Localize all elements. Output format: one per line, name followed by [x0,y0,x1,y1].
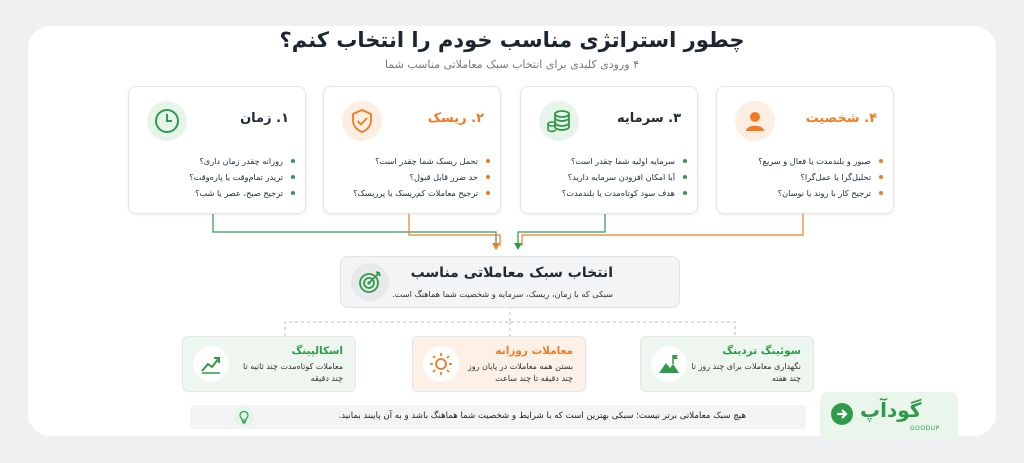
list-item: ترجیح صبح، عصر یا شب؟ [137,185,295,201]
sun-icon [423,346,459,382]
style-description: نگهداری معاملات برای چند روز تا چند هفته [691,362,801,383]
mountain-flag-icon [651,346,687,382]
input-card-time [128,86,306,214]
list-item: تحمل ریسک شما چقدر است؟ [332,153,490,169]
trend-up-icon [193,346,229,382]
style-card-scalping [182,336,356,392]
list-item: ترجیح کار با روند یا نوسان؟ [725,185,883,201]
list-item: روزانه چقدر زمان داری؟ [137,153,295,169]
input-card-risk [323,86,501,214]
central-choice-box [340,256,680,308]
style-card-swing [640,336,814,392]
card-title: ۴. شخصیت [805,111,877,126]
coins-icon [539,101,579,141]
logo-text: گودآپ [860,398,922,422]
central-title: انتخاب سبک معاملاتی مناسب [410,265,613,281]
logo-subtext: GOODUP [910,425,940,432]
brand-logo [820,392,958,440]
arrow-head-green [514,243,522,250]
list-item: صبور و بلندمدت یا فعال و سریع؟ [725,153,883,169]
style-card-day [412,336,586,392]
style-description: معاملات کوتاه‌مدت چند ثانیه تا چند دقیقه [243,362,343,383]
footer-note [190,405,806,429]
page-subtitle: ۴ ورودی کلیدی برای انتخاب سبک معاملاتی مناسب شما [384,58,640,71]
clock-icon [147,101,187,141]
connector-capital [518,213,605,246]
list-item: تریدر تمام‌وقت یا پاره‌وقت؟ [137,169,295,185]
input-card-capital [520,86,698,214]
list-item: آیا امکان افزودن سرمایه دارید؟ [529,169,687,185]
list-item: ترجیح معاملات کم‌ریسک یا پرریسک؟ [332,185,490,201]
card-title: ۳. سرمایه [617,111,681,126]
list-item: سرمایه اولیه شما چقدر است؟ [529,153,687,169]
style-title: سوئینگ تردینگ [722,345,801,357]
input-card-personality [716,86,894,214]
list-item: هدف سود کوتاه‌مدت یا بلندمدت؟ [529,185,687,201]
style-description: بستن همه معاملات در پایان روز چند دقیقه تا چند ساعت [467,362,573,383]
target-icon [351,263,389,301]
connector-time [213,213,496,246]
connector-risk [409,213,500,246]
arrow-head-orange [492,243,500,250]
style-title: معاملات روزانه [495,345,573,357]
card-title: ۱. زمان [240,111,289,126]
note-text: هیچ سبک معاملاتی برتر نیست؛ سبکی بهترین است که با شرایط و شخصیت شما هماهنگ باشد و به آن پایبند بمانید. [338,411,746,421]
connector-personality [522,213,803,246]
logo-mark-icon [830,402,854,426]
shield-icon [342,101,382,141]
list-item: حد ضرر قابل قبول؟ [332,169,490,185]
style-title: اسکالپینگ [291,345,343,357]
lightbulb-icon [234,407,254,427]
list-item: تحلیل‌گرا یا عمل‌گرا؟ [725,169,883,185]
central-description: سبکی که با زمان، ریسک، سرمایه و شخصیت شما هماهنگ است. [392,289,613,299]
page-title: چطور استراتژی مناسب خودم را انتخاب کنم؟ [279,28,745,52]
connector-styles [285,306,735,336]
person-icon [735,101,775,141]
card-title: ۲. ریسک [427,111,484,126]
